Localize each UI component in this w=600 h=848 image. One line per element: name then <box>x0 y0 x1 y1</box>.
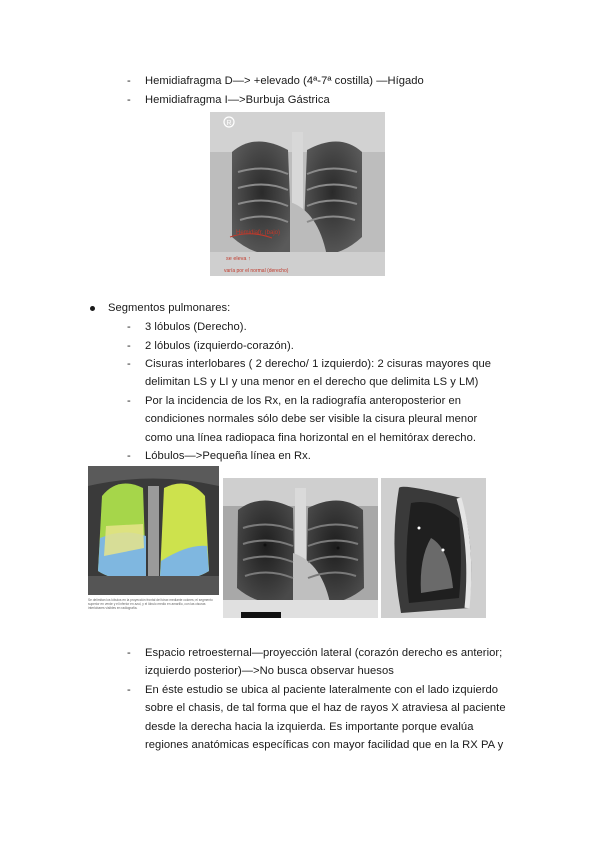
list-item: 2 lóbulos (izquierdo-corazón). <box>145 340 294 352</box>
annotation-text: varía por el normal (derecho) <box>224 268 289 274</box>
list-item: Lóbulos—>Pequeña línea en Rx. <box>145 450 311 462</box>
list-item-continuation: condiciones normales sólo debe ser visible la cisura pleural menor <box>145 413 478 425</box>
dash-marker: - <box>127 94 131 106</box>
list-item-continuation: izquierdo posterior)—>No busca observar huesos <box>145 665 394 677</box>
dash-marker: - <box>127 395 131 407</box>
list-item: En éste estudio se ubica al paciente lateralmente con el lado izquierdo <box>145 684 499 696</box>
list-item-continuation: desde la derecha hacia la izquierda. Es importante porque evalúa <box>145 721 474 733</box>
list-item-continuation: como una línea radiopaca fina horizontal en el hemitórax derecho. <box>145 432 476 444</box>
list-item: Cisuras interlobares ( 2 derecho/ 1 izquierdo): 2 cisuras mayores que <box>145 358 492 370</box>
dash-marker: - <box>127 450 131 462</box>
lung-lobes-diagram <box>88 466 219 595</box>
dash-marker: - <box>127 684 131 696</box>
list-item: Por la incidencia de los Rx, en la radiografía anteroposterior en <box>145 395 462 407</box>
section-title: Segmentos pulmonares: <box>108 302 231 314</box>
chest-xray-lateral <box>381 478 486 618</box>
list-item: Hemidiafragma D—> +elevado (4ª-7ª costilla) —Hígado <box>145 75 424 87</box>
annotation-text: Hemidiafr. (bajo) <box>236 230 281 236</box>
figure-caption: Se delimitan los lóbulos en la proyección frontal del tórax mediante colores; el segmento superior en verde y el inferior en azul, y el lóbulo medio en amarillo, con las cisuras interlobares visibles en radiografía. <box>88 598 213 610</box>
dash-marker: - <box>127 340 131 352</box>
dash-marker: - <box>127 358 131 370</box>
list-item: 3 lóbulos (Derecho). <box>145 321 247 333</box>
annotation-text: se eleva ↑ <box>226 256 251 262</box>
list-item-continuation: sobre el chasis, de tal forma que el haz de rayos X atraviesa al paciente <box>145 702 506 714</box>
chest-xray-frontal <box>223 478 378 618</box>
list-item-continuation: delimitan LS y LI y una menor en el derecho que delimita LS y LM) <box>145 376 479 388</box>
list-item: Espacio retroesternal—proyección lateral (corazón derecho es anterior; <box>145 647 503 659</box>
list-item-continuation: regiones anatómicas específicas con mayor facilidad que en la RX PA y <box>145 739 504 751</box>
dash-marker: - <box>127 321 131 333</box>
chest-xray-annotated <box>210 112 385 276</box>
list-item: Hemidiafragma I—>Burbuja Gástrica <box>145 94 330 106</box>
dash-marker: - <box>127 647 131 659</box>
xray-marker: R <box>226 120 232 127</box>
dash-marker: - <box>127 75 131 87</box>
bullet-marker <box>90 306 95 311</box>
